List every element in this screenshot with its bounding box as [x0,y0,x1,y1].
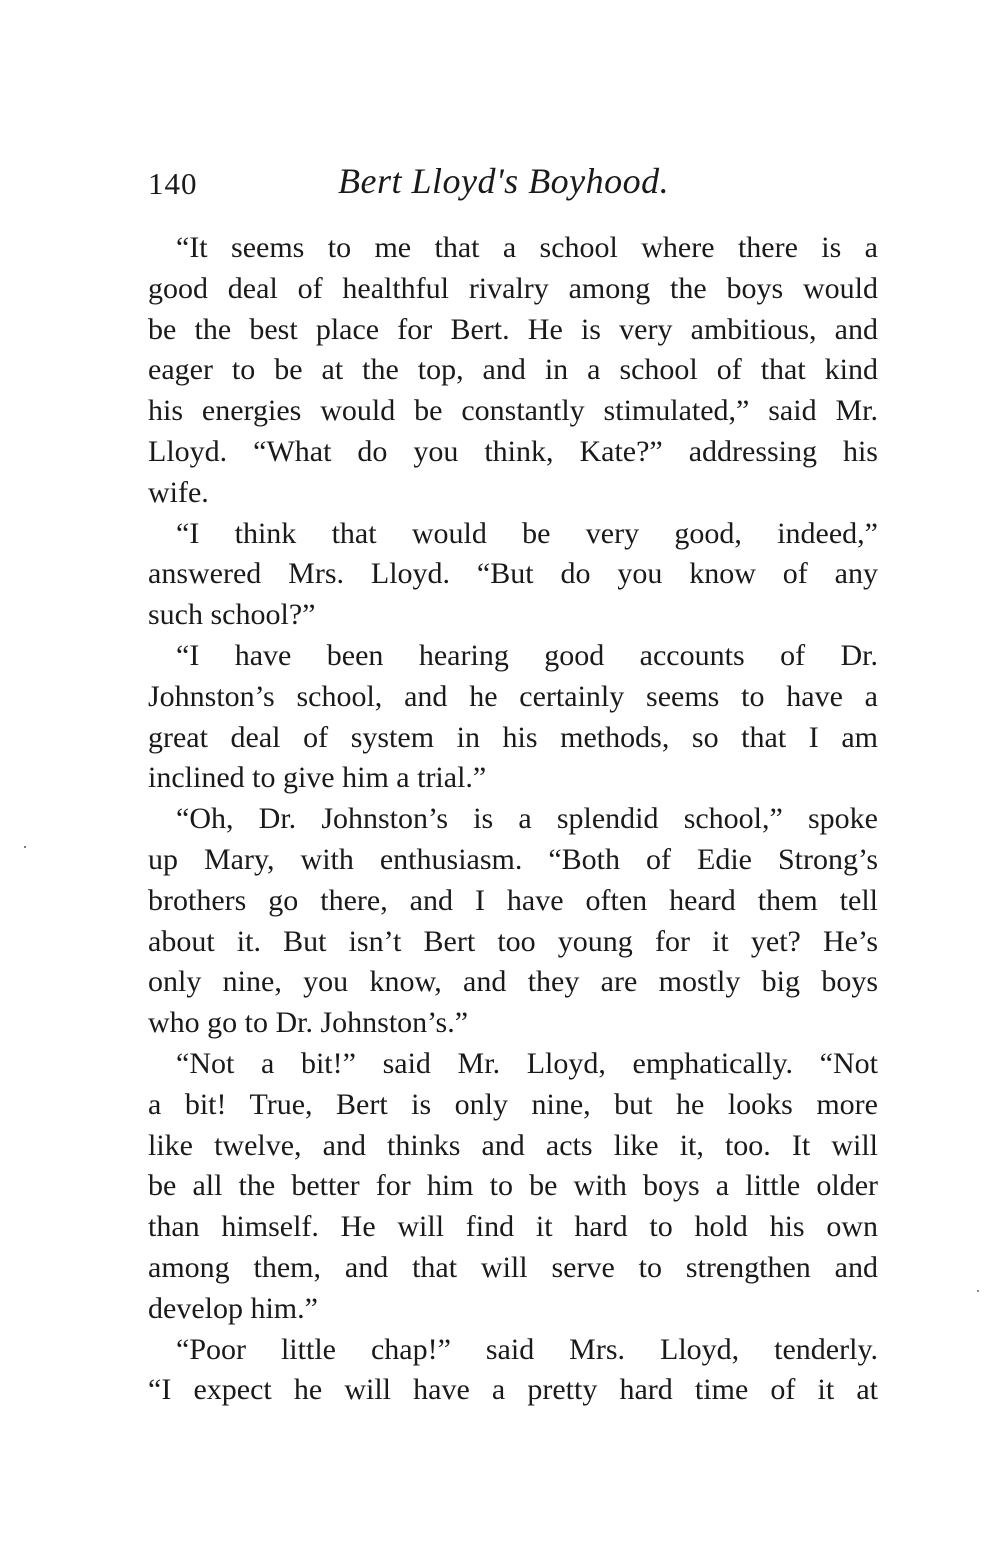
text-line: great deal of system in his methods, so that I am [148,720,878,754]
text-line: inclined to give him a trial.” [148,761,487,795]
text-line: “Oh, Dr. Johnston’s is a splendid school,” spoke [176,802,878,836]
running-title: Bert Lloyd's Boyhood. [338,161,670,201]
text-line: Lloyd. “What do you think, Kate?” addressing his [148,434,878,468]
text-line: “Not a bit!” said Mr. Lloyd, emphatically. “Not [176,1046,878,1080]
text-line: Johnston’s school, and he certainly seems to have a [148,679,878,713]
text-line: his energies would be constantly stimulated,” said Mr. [148,394,878,428]
text-line: a bit! True, Bert is only nine, but he looks more [148,1087,878,1121]
scan-speck [24,846,26,848]
text-line: about it. But isn’t Bert too young for it yet? He’s [148,924,878,958]
text-line: develop him.” [148,1291,318,1325]
page-number: 140 [148,166,198,201]
text-line: like twelve, and thinks and acts like it, too. It will [148,1128,878,1162]
text-line: “I think that would be very good, indeed,” [176,516,878,550]
text-line: wife. [148,475,209,509]
text-line: only nine, you know, and they are mostly big boys [148,965,878,999]
scan-speck [977,1290,979,1292]
text-line: among them, and that will serve to strengthen and [148,1250,878,1284]
body-text [148,228,878,1411]
text-line: such school?” [148,598,316,632]
running-header [148,160,888,210]
text-line: “Poor little chap!” said Mrs. Lloyd, tenderly. [176,1332,878,1366]
text-line: up Mary, with enthusiasm. “Both of Edie Strong’s [148,842,878,876]
text-line: “I expect he will have a pretty hard time of it at [148,1373,878,1407]
text-line: “It seems to me that a school where there is a [176,231,878,264]
text-line: who go to Dr. Johnston’s.” [148,1006,469,1040]
text-line: than himself. He will find it hard to hold his own [148,1210,878,1244]
text-line: brothers go there, and I have often heard them tell [148,883,878,917]
text-line: be the best place for Bert. He is very ambitious, and [148,312,878,346]
text-line: answered Mrs. Lloyd. “But do you know of any [148,557,878,591]
text-line: “I have been hearing good accounts of Dr. [176,638,878,672]
text-line: eager to be at the top, and in a school of that kind [148,353,878,387]
text-line: be all the better for him to be with boys a little older [148,1169,878,1203]
text-line: good deal of healthful rivalry among the boys would [148,271,878,305]
